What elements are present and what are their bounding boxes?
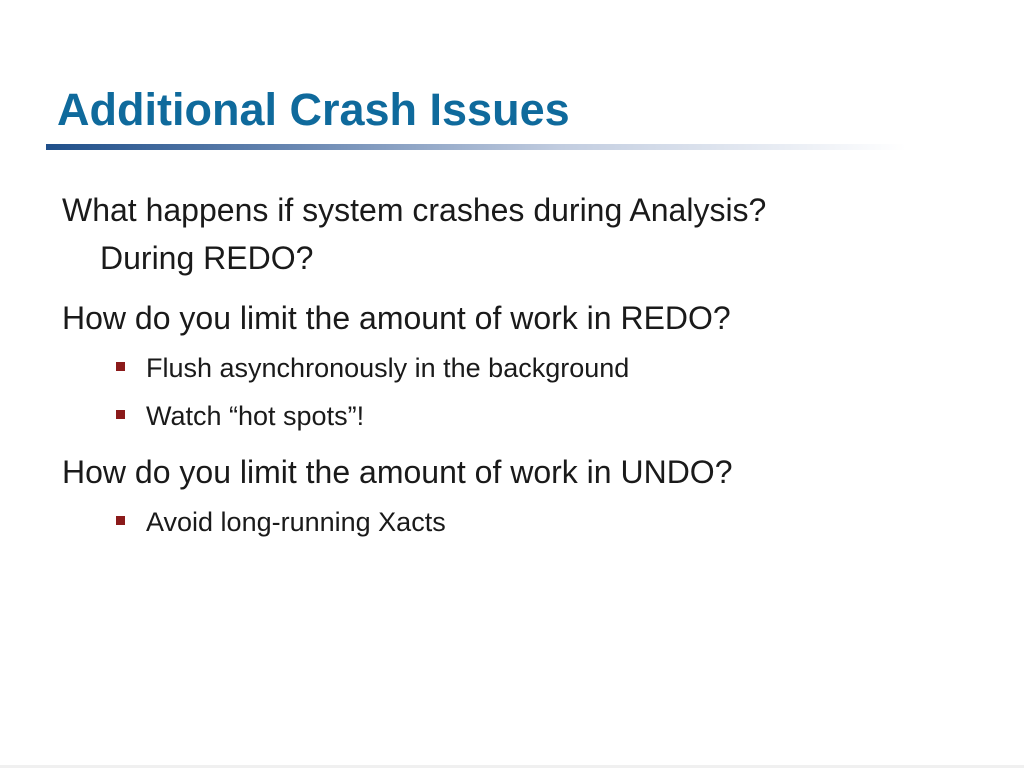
bullet-text-limit-redo: How do you limit the amount of work in REDO? bbox=[62, 300, 731, 336]
square-bullet-icon bbox=[116, 362, 125, 371]
sub-bullet-text-hot-spots: Watch “hot spots”! bbox=[146, 401, 365, 431]
bullet-text-limit-undo: How do you limit the amount of work in UNDO? bbox=[62, 454, 733, 490]
square-bullet-icon bbox=[116, 410, 125, 419]
slide-title: Additional Crash Issues bbox=[57, 84, 570, 135]
title-underline bbox=[46, 144, 906, 150]
bullet-text-analysis-crash: What happens if system crashes during Analysis? bbox=[62, 192, 767, 228]
square-bullet-icon bbox=[116, 516, 125, 525]
sub-bullet-text-avoid-xacts: Avoid long-running Xacts bbox=[146, 507, 446, 537]
sub-bullet-text-flush: Flush asynchronously in the background bbox=[146, 353, 630, 383]
bullet-text-redo-crash: During REDO? bbox=[100, 240, 314, 276]
